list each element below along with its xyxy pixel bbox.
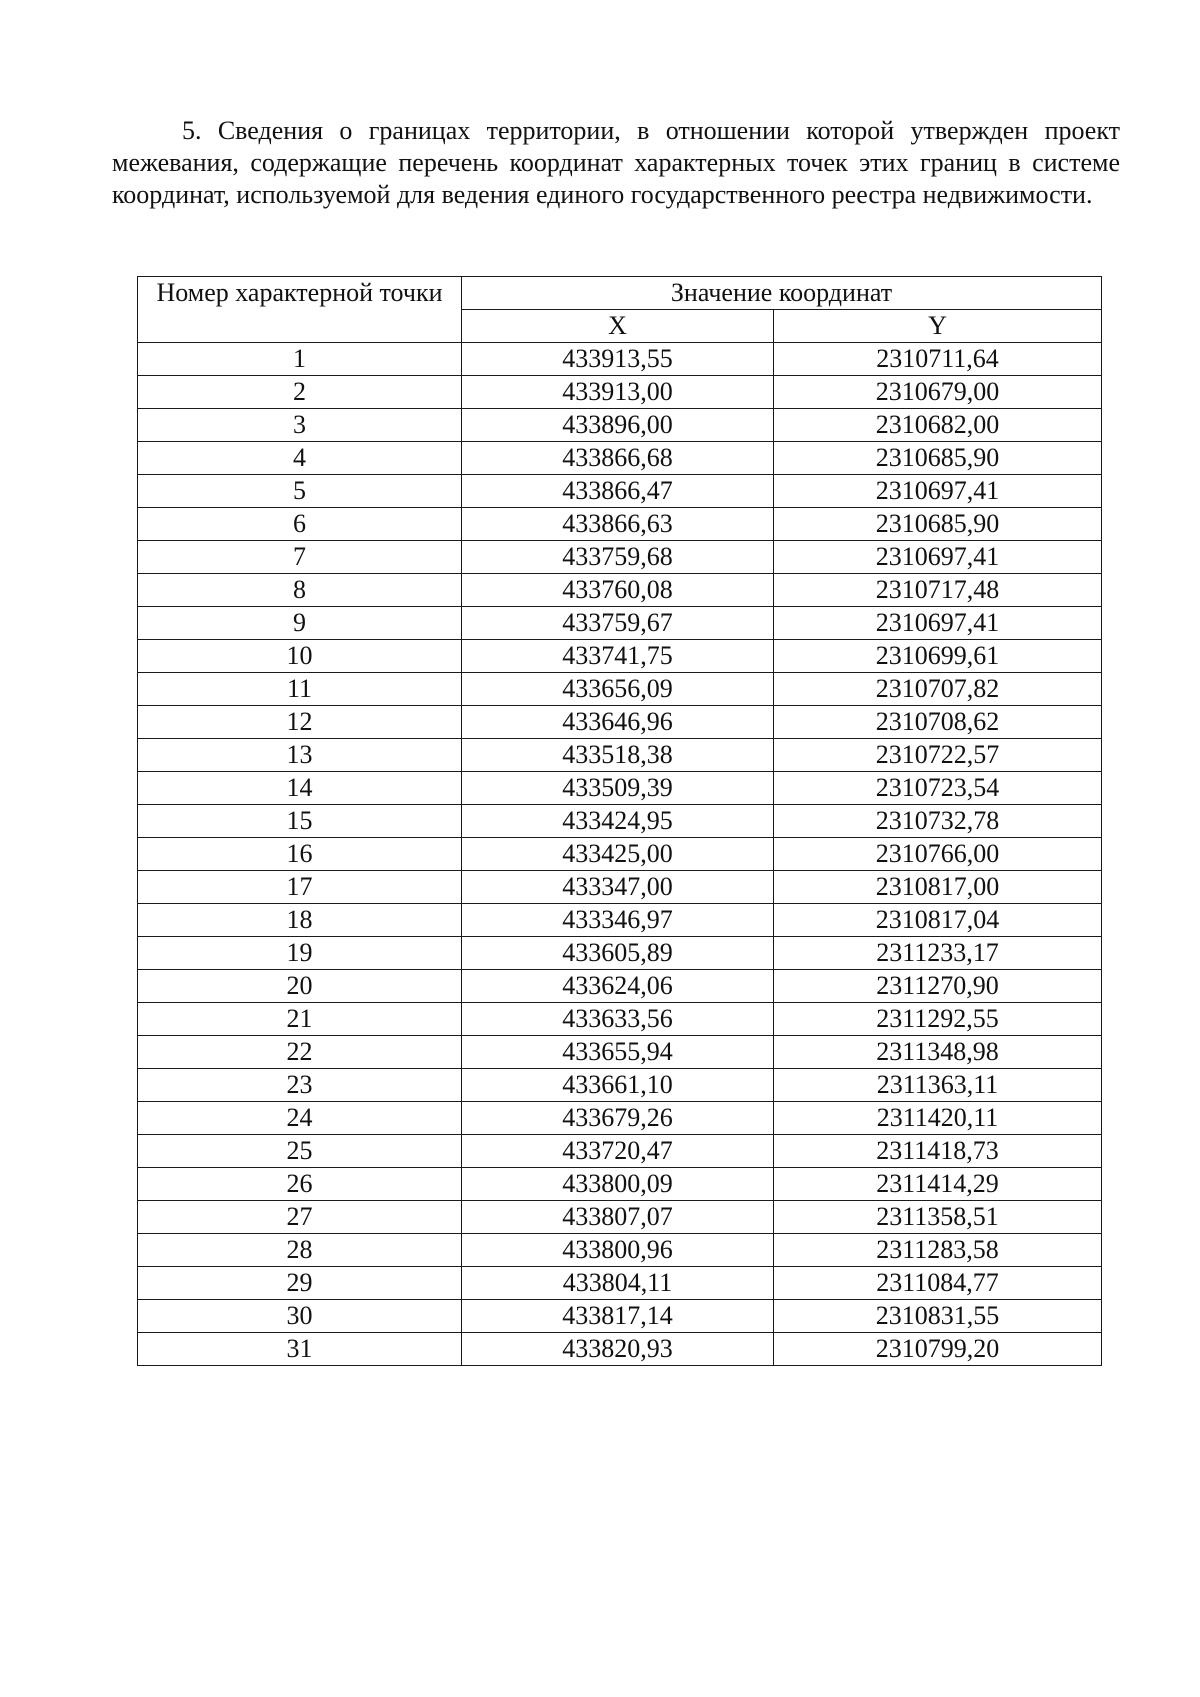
- y-coordinate-cell: 2311363,11: [774, 1069, 1102, 1102]
- x-coordinate-cell: 433624,06: [462, 970, 774, 1003]
- x-coordinate-cell: 433759,68: [462, 541, 774, 574]
- point-number-cell: 29: [138, 1267, 462, 1300]
- table-row: [138, 871, 1102, 904]
- y-coordinate-cell: 2310817,04: [774, 904, 1102, 937]
- x-coordinate-cell: 433646,96: [462, 706, 774, 739]
- table-row: [138, 838, 1102, 871]
- table-row: [138, 1300, 1102, 1333]
- point-number-cell: 24: [138, 1102, 462, 1135]
- x-coordinate-cell: 433820,93: [462, 1333, 774, 1366]
- coordinates-table: [137, 276, 1102, 1366]
- y-coordinate-cell: 2310766,00: [774, 838, 1102, 871]
- table-row: [138, 1201, 1102, 1234]
- table-row: [138, 673, 1102, 706]
- coordinates-table-body: [138, 343, 1102, 1366]
- y-coordinate-cell: 2310699,61: [774, 640, 1102, 673]
- table-row: [138, 574, 1102, 607]
- table-row: [138, 772, 1102, 805]
- x-coordinate-cell: 433741,75: [462, 640, 774, 673]
- point-number-cell: 12: [138, 706, 462, 739]
- point-number-cell: 22: [138, 1036, 462, 1069]
- table-row: [138, 1168, 1102, 1201]
- y-coordinate-cell: 2310817,00: [774, 871, 1102, 904]
- y-coordinate-cell: 2310732,78: [774, 805, 1102, 838]
- table-row: [138, 475, 1102, 508]
- y-coordinate-cell: 2310717,48: [774, 574, 1102, 607]
- x-coordinate-cell: 433346,97: [462, 904, 774, 937]
- y-coordinate-cell: 2311418,73: [774, 1135, 1102, 1168]
- x-coordinate-cell: 433760,08: [462, 574, 774, 607]
- x-coordinate-cell: 433804,11: [462, 1267, 774, 1300]
- coordinates-value-header: Значение координат: [462, 277, 1102, 310]
- table-row: [138, 904, 1102, 937]
- y-coordinate-cell: 2311233,17: [774, 937, 1102, 970]
- x-coordinate-cell: 433720,47: [462, 1135, 774, 1168]
- point-number-cell: 16: [138, 838, 462, 871]
- point-number-cell: 5: [138, 475, 462, 508]
- x-coordinate-cell: 433913,55: [462, 343, 774, 376]
- y-coordinate-cell: 2311348,98: [774, 1036, 1102, 1069]
- y-coordinate-cell: 2310711,64: [774, 343, 1102, 376]
- y-coordinate-cell: 2310697,41: [774, 475, 1102, 508]
- y-coordinate-cell: 2310682,00: [774, 409, 1102, 442]
- y-coordinate-cell: 2310707,82: [774, 673, 1102, 706]
- point-number-cell: 1: [138, 343, 462, 376]
- table-row: [138, 442, 1102, 475]
- y-coordinate-cell: 2310685,90: [774, 508, 1102, 541]
- x-coordinate-cell: 433661,10: [462, 1069, 774, 1102]
- point-number-cell: 7: [138, 541, 462, 574]
- section-intro-paragraph: 5. Сведения о границах территории, в отношении которой утвержден проект межевания, содержащие перечень координат характерных точек этих границ в системе координат, используемой для ведения единого государственного реестра недвижимости.: [112, 116, 1120, 209]
- x-coordinate-cell: 433913,00: [462, 376, 774, 409]
- y-coordinate-cell: 2311414,29: [774, 1168, 1102, 1201]
- table-row: [138, 1069, 1102, 1102]
- point-number-cell: 23: [138, 1069, 462, 1102]
- x-coordinate-cell: 433896,00: [462, 409, 774, 442]
- y-coordinate-cell: 2310831,55: [774, 1300, 1102, 1333]
- x-coordinate-cell: 433347,00: [462, 871, 774, 904]
- table-row: [138, 1135, 1102, 1168]
- y-coordinate-cell: 2310799,20: [774, 1333, 1102, 1366]
- y-coordinate-cell: 2310679,00: [774, 376, 1102, 409]
- point-number-cell: 19: [138, 937, 462, 970]
- table-row: [138, 508, 1102, 541]
- table-row: [138, 541, 1102, 574]
- x-coordinate-cell: 433866,63: [462, 508, 774, 541]
- y-column-header: Y: [774, 310, 1102, 343]
- y-coordinate-cell: 2311283,58: [774, 1234, 1102, 1267]
- point-number-cell: 28: [138, 1234, 462, 1267]
- point-number-cell: 25: [138, 1135, 462, 1168]
- x-coordinate-cell: 433656,09: [462, 673, 774, 706]
- y-coordinate-cell: 2311084,77: [774, 1267, 1102, 1300]
- x-coordinate-cell: 433866,47: [462, 475, 774, 508]
- coordinates-table-header: [138, 277, 1102, 343]
- x-coordinate-cell: 433425,00: [462, 838, 774, 871]
- x-column-header: X: [462, 310, 774, 343]
- y-coordinate-cell: 2310697,41: [774, 607, 1102, 640]
- point-number-cell: 27: [138, 1201, 462, 1234]
- table-row: [138, 409, 1102, 442]
- point-number-cell: 13: [138, 739, 462, 772]
- table-row: [138, 706, 1102, 739]
- table-row: [138, 1102, 1102, 1135]
- table-row: [138, 805, 1102, 838]
- y-coordinate-cell: 2310722,57: [774, 739, 1102, 772]
- point-number-cell: 10: [138, 640, 462, 673]
- table-row: [138, 1234, 1102, 1267]
- point-number-cell: 3: [138, 409, 462, 442]
- y-coordinate-cell: 2310685,90: [774, 442, 1102, 475]
- table-row: [138, 739, 1102, 772]
- point-number-cell: 4: [138, 442, 462, 475]
- point-number-header: Номер характерной точки: [138, 277, 462, 343]
- x-coordinate-cell: 433509,39: [462, 772, 774, 805]
- point-number-cell: 11: [138, 673, 462, 706]
- point-number-cell: 20: [138, 970, 462, 1003]
- table-row: [138, 376, 1102, 409]
- table-row: [138, 640, 1102, 673]
- x-coordinate-cell: 433518,38: [462, 739, 774, 772]
- x-coordinate-cell: 433866,68: [462, 442, 774, 475]
- point-number-cell: 8: [138, 574, 462, 607]
- point-number-cell: 17: [138, 871, 462, 904]
- x-coordinate-cell: 433633,56: [462, 1003, 774, 1036]
- y-coordinate-cell: 2310723,54: [774, 772, 1102, 805]
- point-number-cell: 15: [138, 805, 462, 838]
- table-row: [138, 937, 1102, 970]
- x-coordinate-cell: 433817,14: [462, 1300, 774, 1333]
- table-row: [138, 970, 1102, 1003]
- x-coordinate-cell: 433424,95: [462, 805, 774, 838]
- table-row: [138, 1003, 1102, 1036]
- y-coordinate-cell: 2311358,51: [774, 1201, 1102, 1234]
- point-number-cell: 31: [138, 1333, 462, 1366]
- point-number-cell: 30: [138, 1300, 462, 1333]
- x-coordinate-cell: 433679,26: [462, 1102, 774, 1135]
- y-coordinate-cell: 2310697,41: [774, 541, 1102, 574]
- table-row: [138, 1333, 1102, 1366]
- point-number-cell: 9: [138, 607, 462, 640]
- table-row: [138, 1036, 1102, 1069]
- table-row: [138, 343, 1102, 376]
- point-number-cell: 2: [138, 376, 462, 409]
- x-coordinate-cell: 433655,94: [462, 1036, 774, 1069]
- y-coordinate-cell: 2310708,62: [774, 706, 1102, 739]
- point-number-cell: 14: [138, 772, 462, 805]
- y-coordinate-cell: 2311420,11: [774, 1102, 1102, 1135]
- point-number-cell: 26: [138, 1168, 462, 1201]
- x-coordinate-cell: 433800,09: [462, 1168, 774, 1201]
- point-number-cell: 6: [138, 508, 462, 541]
- point-number-cell: 21: [138, 1003, 462, 1036]
- table-row: [138, 607, 1102, 640]
- x-coordinate-cell: 433800,96: [462, 1234, 774, 1267]
- y-coordinate-cell: 2311292,55: [774, 1003, 1102, 1036]
- y-coordinate-cell: 2311270,90: [774, 970, 1102, 1003]
- point-number-cell: 18: [138, 904, 462, 937]
- x-coordinate-cell: 433759,67: [462, 607, 774, 640]
- x-coordinate-cell: 433807,07: [462, 1201, 774, 1234]
- x-coordinate-cell: 433605,89: [462, 937, 774, 970]
- table-row: [138, 1267, 1102, 1300]
